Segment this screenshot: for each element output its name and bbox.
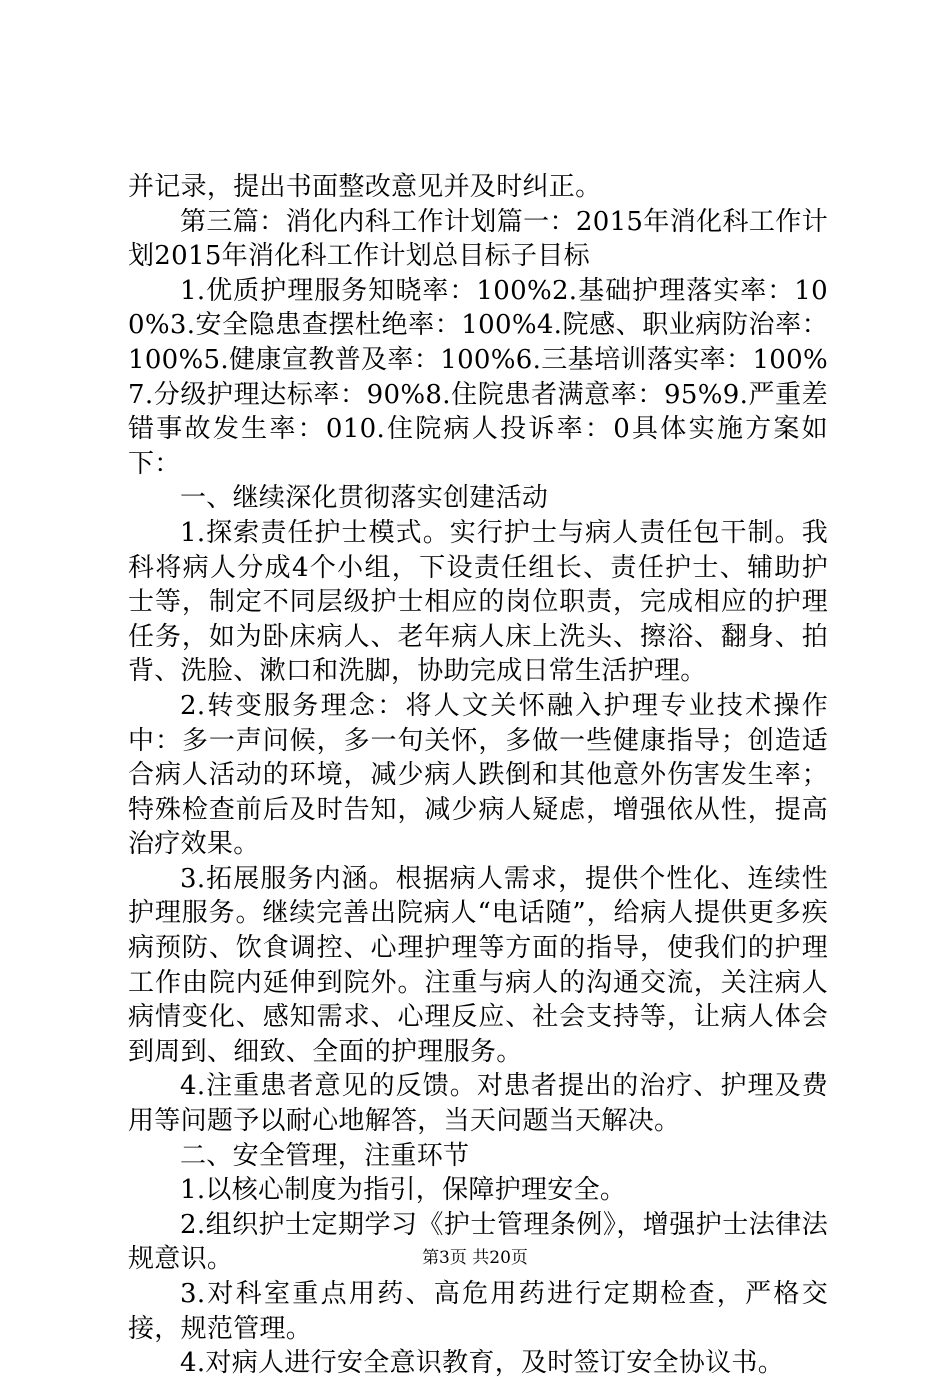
heading-part-one: 一、继续深化贯彻落实创建活动	[180, 483, 549, 514]
paragraph-safety-3: 3.对科室重点用药、高危用药进行定期检查，严格交接，规范管理。	[128, 1279, 828, 1344]
heading-part-two: 二、安全管理，注重环节	[180, 1140, 470, 1171]
paragraph-section-heading: 第三篇：消化内科工作计划篇一：2015年消化科工作计划2015年消化科工作计划总目标子目标	[128, 206, 828, 272]
paragraph-safety-2: 2.组织护士定期学习《护士管理条例》，增强护士法律法规意识。	[128, 1209, 828, 1275]
page-footer: 第3页 共20页	[422, 1248, 528, 1268]
paragraph-continuation: 并记录，提出书面整改意见并及时纠正。	[128, 172, 602, 202]
document-body	[128, 170, 828, 1381]
paragraph-safety-4: 4.对病人进行安全意识教育，及时签订安全协议书。	[180, 1348, 785, 1379]
paragraph-item-2: 2.转变服务理念：将人文关怀融入护理专业技术操作中：多一声问候，多一句关怀，多做一些健康指导；创造适合病人活动的环境，减少病人跌倒和其他意外伤害发生率；特殊检查前后及时告知，减少病人疑虑，增强依从性，提高治疗效果。	[128, 690, 828, 860]
paragraph-item-4: 4.注重患者意见的反馈。对患者提出的治疗、护理及费用等问题予以耐心地解答，当天问题当天解决。	[128, 1071, 828, 1137]
paragraph-item-3: 3.拓展服务内涵。根据病人需求，提供个性化、连续性护理服务。继续完善出院病人“电话随”，给病人提供更多疾病预防、饮食调控、心理护理等方面的指导，使我们的护理工作由院内延伸到院外。注重与病人的沟通交流，关注病人病情变化、感知需求、心理反应、社会支持等，让病人体会到周到、细致、全面的护理服务。	[128, 863, 828, 1067]
paragraph-targets: 1.优质护理服务知晓率：100%2.基础护理落实率：100%3.安全隐患查摆杜绝率：100%4.院感、职业病防治率：100%5.健康宣教普及率：100%6.三基培训落实率：100%7.分级护理达标率：90%8.住院患者满意率：95%9.严重差错事故发生率：010.住院病人投诉率：0具体实施方案如下：	[128, 275, 828, 479]
paragraph-safety-1: 1.以核心制度为指引，保障护理安全。	[180, 1175, 627, 1206]
paragraph-item-1: 1.探索责任护士模式。实行护士与病人责任包干制。我科将病人分成4个小组，下设责任组长、责任护士、辅助护士等，制定不同层级护士相应的岗位职责，完成相应的护理任务，如为卧床病人、老年病人床上洗头、擦浴、翻身、拍背、洗脸、漱口和洗脚，协助完成日常生活护理。	[128, 517, 828, 687]
